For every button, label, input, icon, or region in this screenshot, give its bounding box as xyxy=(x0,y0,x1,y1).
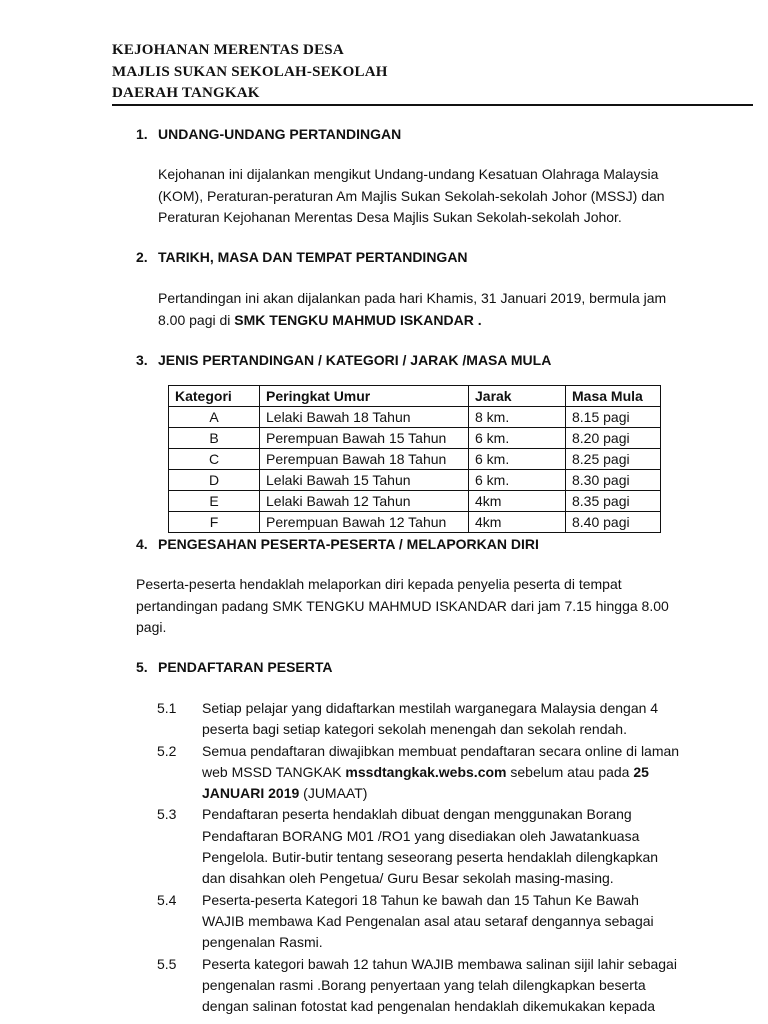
table-row: C Perempuan Bawah 18 Tahun 6 km. 8.25 pagi xyxy=(169,449,661,470)
col-peringkat-umur: Peringkat Umur xyxy=(260,386,469,407)
section-3-title: 3. JENIS PERTANDINGAN / KATEGORI / JARAK /MASA MULA xyxy=(136,352,552,368)
header-line-1: KEJOHANAN MERENTAS DESA xyxy=(112,42,344,58)
section-1-text: Kejohanan ini dijalankan mengikut Undang-undang Kesatuan Olahraga Malaysia (KOM), Peraturan-peraturan Am Majlis Sukan Sekolah-sekolah Johor (MSSJ) dan Peraturan Kejohanan Merentas Desa Majlis Sukan Sekolah-sekolah Johor. xyxy=(158,166,665,225)
table-row: B Perempuan Bawah 15 Tahun 6 km. 8.20 pagi xyxy=(169,428,661,449)
section-4-title: 4. PENGESAHAN PESERTA-PESERTA / MELAPORKAN DIRI xyxy=(136,536,539,552)
registration-list xyxy=(157,698,737,1017)
list-item: 5.5 Peserta kategori bawah 12 tahun WAJIB membawa salinan sijil lahir sebagai pengenalan rasmi .Borang penyertaan yang telah dilengkapkan beserta dengan salinan fotostat kad pengenalan hendaklah dikemukakan kepada xyxy=(157,955,677,1015)
header-line-3: DAERAH TANGKAK xyxy=(112,85,260,101)
header-divider xyxy=(112,104,753,106)
header-line-2: MAJLIS SUKAN SEKOLAH-SEKOLAH xyxy=(112,63,388,80)
col-kategori: Kategori xyxy=(169,386,260,407)
venue-name: SMK TENGKU MAHMUD ISKANDAR . xyxy=(234,311,482,328)
list-item: 5.1 Setiap pelajar yang didaftarkan mestilah warganegara Malaysia dengan 4 peserta bagi setiap kategori sekolah menengah dan sekolah rendah. xyxy=(157,700,659,738)
col-jarak: Jarak xyxy=(469,386,566,407)
col-masa-mula: Masa Mula xyxy=(566,386,661,407)
document-header xyxy=(112,40,752,105)
table-row: F Perempuan Bawah 12 Tahun 4km 8.40 pagi xyxy=(169,512,661,533)
section-2-text: Pertandingan ini akan dijalankan pada hari Khamis, 31 Januari 2019, bermula jam 8.00 pagi di SMK TENGKU MAHMUD ISKANDAR . xyxy=(158,290,667,328)
table-row: A Lelaki Bawah 18 Tahun 8 km. 8.15 pagi xyxy=(169,407,661,428)
list-item: 5.4 Peserta-peserta Kategori 18 Tahun ke bawah dan 15 Tahun Ke Bawah WAJIB membawa Kad Pengenalan asal atau setaraf dengannya sebagai pengenalan Rasmi. xyxy=(157,891,654,951)
table-row: D Lelaki Bawah 15 Tahun 6 km. 8.30 pagi xyxy=(169,470,661,491)
list-item: 5.2 Semua pendaftaran diwajibkan membuat pendaftaran secara online di laman web MSSD TANGKAK mssdtangkak.webs.com sebelum atau pada 25 JANUARI 2019 (JUMAAT) xyxy=(157,742,680,802)
section-1-title: 1. UNDANG-UNDANG PERTANDINGAN xyxy=(136,126,402,142)
table-header-row xyxy=(169,386,661,407)
section-5-title: 5. PENDAFTARAN PESERTA xyxy=(136,659,333,675)
deadline-date: JANUARI 2019 xyxy=(202,785,300,802)
section-4-text: Peserta-peserta hendaklah melaporkan diri kepada penyelia peserta di tempat pertandingan padang SMK TENGKU MAHMUD ISKANDAR dari jam 7.15 hingga 8.00 pagi. xyxy=(136,576,669,635)
section-2-title: 2. TARIKH, MASA DAN TEMPAT PERTANDINGAN xyxy=(136,249,468,265)
list-item: 5.3 Pendaftaran peserta hendaklah dibuat dengan menggunakan Borang Pendaftaran BORANG M01 /RO1 yang disediakan oleh Jawatankuasa Pengelola. Butir-butir tentang seseorang peserta hendaklah dilengkapkan dan disahkan oleh Pengetua/ Guru Besar sekolah masing-masing. xyxy=(157,806,659,887)
category-table xyxy=(168,385,661,533)
table-row: E Lelaki Bawah 12 Tahun 4km 8.35 pagi xyxy=(169,491,661,512)
website-url: mssdtangkak.webs.com xyxy=(345,763,507,780)
